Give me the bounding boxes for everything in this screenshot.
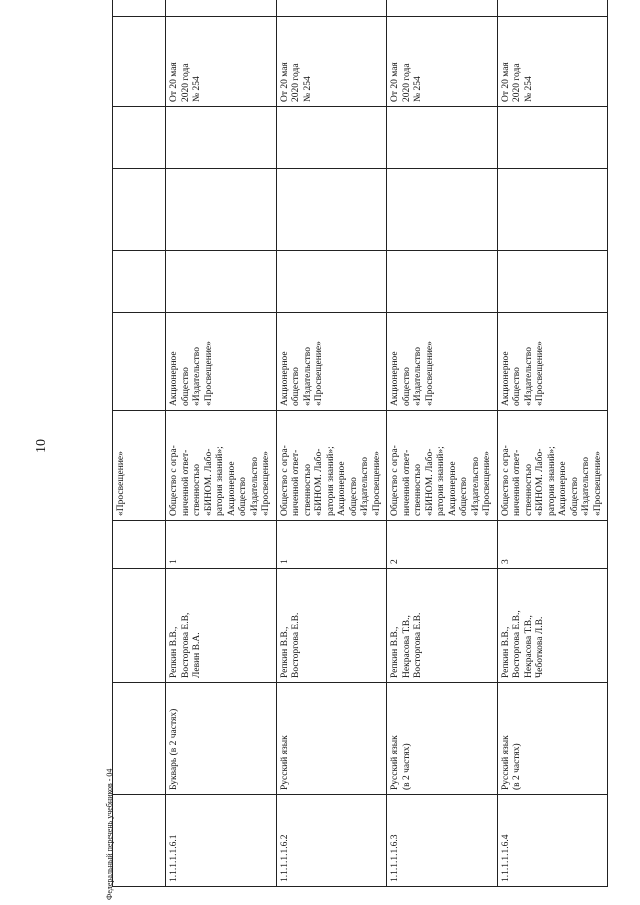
org-cell: Акционерное общество «Издательство «Просвещение» bbox=[276, 313, 387, 411]
table-row-continuation bbox=[113, 0, 166, 887]
code-cell: 1.1.1.1.1.6.3 bbox=[387, 795, 498, 887]
title-cell: Русский язык bbox=[276, 683, 387, 795]
grade-cell: 2 bbox=[387, 521, 498, 569]
grade-cell: 1 bbox=[166, 521, 277, 569]
order-cell: От 20 мая 2020 года № 254 bbox=[276, 17, 387, 107]
authors-cell: Репкин В.В., Восторгова Е.В, Левин В.А. bbox=[166, 569, 277, 683]
org-cell: Акционерное общество «Издательство «Просвещение» bbox=[166, 313, 277, 411]
publisher-cell: Общество с огра- ниченной ответ- ственностью «БИНОМ. Лабо- ратория знаний»; Акционерное общество «Издательство «Просвещение» bbox=[166, 411, 277, 521]
page-number: 10 bbox=[34, 439, 49, 453]
order-cell: От 20 мая 2020 года № 254 bbox=[497, 17, 608, 107]
table-row bbox=[276, 0, 387, 887]
title-cell: Русский язык (в 2 частях) bbox=[497, 683, 608, 795]
code-cell: 1.1.1.1.1.6.4 bbox=[497, 795, 608, 887]
publisher-cell: Общество с огра- ниченной ответ- ственностью «БИНОМ. Лабо- ратория знаний»; Акционерное общество «Издательство «Просвещение» bbox=[497, 411, 608, 521]
authors-cell: Репкин В.В., Восторгова Е.В., Некрасова Т.В., Чеботкова Л.В. bbox=[497, 569, 608, 683]
authors-cell: Репкин В.В., Восторгова Е.В. bbox=[276, 569, 387, 683]
textbook-table bbox=[112, 62, 603, 887]
publisher-cell: «Просвещение» bbox=[113, 411, 166, 521]
footer-text: Федеральный перечень учебников - 04 bbox=[105, 768, 114, 900]
table-row bbox=[497, 0, 608, 887]
publisher-cell: Общество с огра- ниченной ответ- ственностью «БИНОМ. Лабо- ратория знаний»; Акционерное общество «Издательство «Просвещение» bbox=[276, 411, 387, 521]
table-row bbox=[387, 0, 498, 887]
authors-cell: Репкин В.В., Некрасова Т.В., Восторгова Е.В. bbox=[387, 569, 498, 683]
publisher-cell: Общество с огра- ниченной ответ- ственностью «БИНОМ. Лабо- ратория знаний»; Акционерное общество «Издательство «Просвещение» bbox=[387, 411, 498, 521]
grade-cell: 1 bbox=[276, 521, 387, 569]
code-cell: 1.1.1.1.1.6.1 bbox=[166, 795, 277, 887]
code-cell: 1.1.1.1.1.6.2 bbox=[276, 795, 387, 887]
table-row bbox=[166, 0, 277, 887]
org-cell: Акционерное общество «Издательство «Просвещение» bbox=[497, 313, 608, 411]
org-cell: Акционерное общество «Издательство «Просвещение» bbox=[387, 313, 498, 411]
order-cell: От 20 мая 2020 года № 254 bbox=[387, 17, 498, 107]
grade-cell: 3 bbox=[497, 521, 608, 569]
title-cell: Русский язык (в 2 частях) bbox=[387, 683, 498, 795]
order-cell: От 20 мая 2020 года № 254 bbox=[166, 17, 277, 107]
title-cell: Букварь (в 2 частях) bbox=[166, 683, 277, 795]
